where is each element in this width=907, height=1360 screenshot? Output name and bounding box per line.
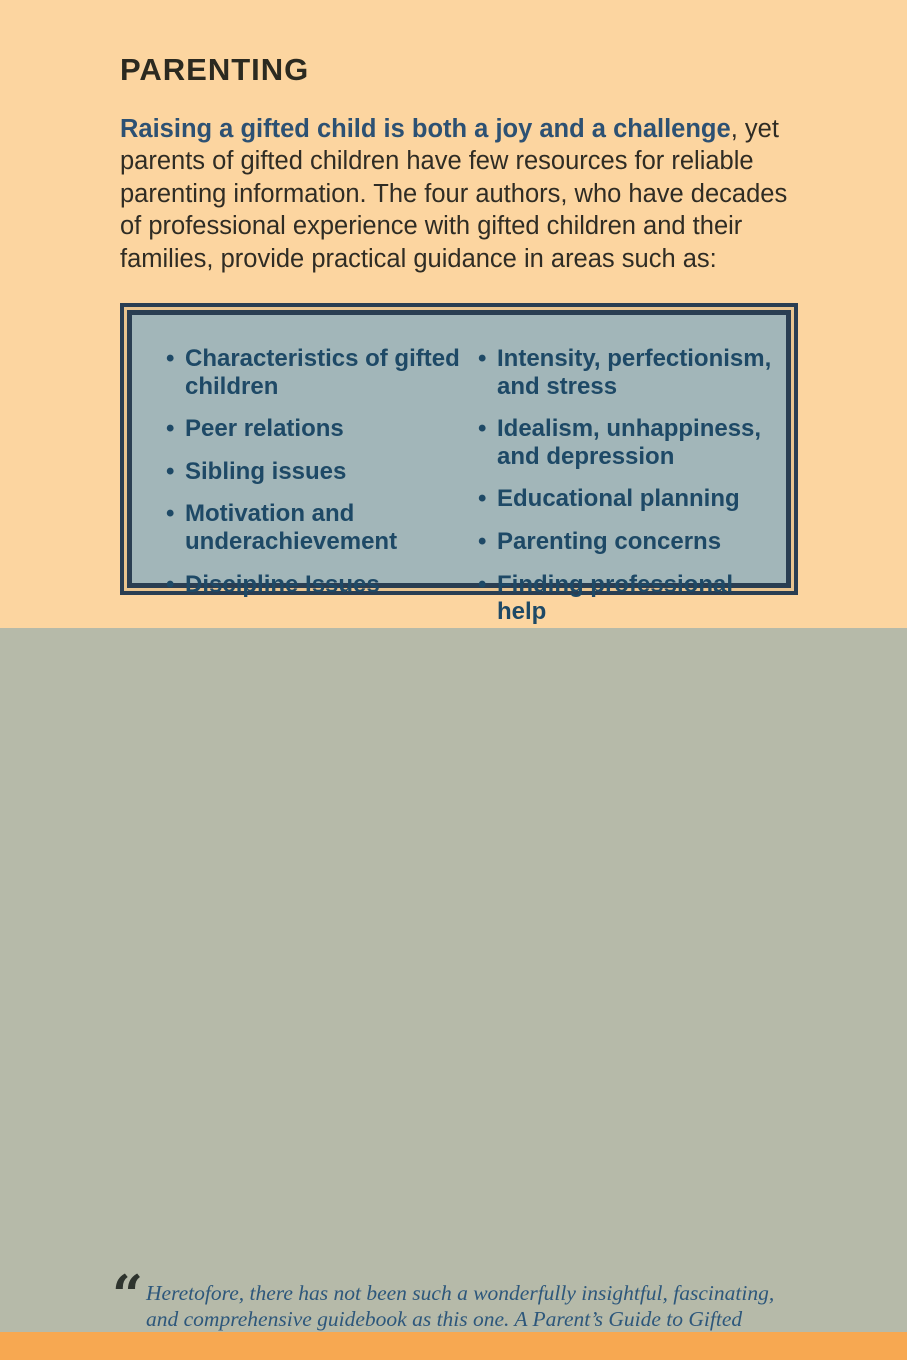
bullet-icon: •: [478, 345, 487, 372]
topic-label: Discipline Issues: [185, 570, 380, 598]
category-label: PARENTING: [120, 52, 310, 87]
bullet-icon: •: [478, 570, 487, 598]
topic-label: Peer relations: [185, 415, 344, 443]
top-section: [0, 0, 907, 628]
topic-item: [166, 345, 466, 400]
topic-label: Characteristics of gifted children: [185, 345, 460, 400]
bullet-icon: •: [166, 457, 175, 485]
topic-item: [478, 528, 778, 556]
intro-paragraph: [120, 113, 796, 275]
topic-label: Parenting concerns: [497, 527, 722, 555]
topic-item: [478, 345, 778, 400]
topic-label: Educational planning: [497, 485, 740, 513]
topics-box: [120, 303, 798, 626]
topic-label: Idealism, unhappiness, and depression: [497, 415, 762, 470]
bullet-icon: •: [166, 345, 175, 372]
topic-item: [478, 571, 778, 626]
open-quote-icon: “: [112, 1263, 139, 1327]
topics-right-column: [478, 345, 778, 641]
bullet-icon: •: [166, 415, 175, 443]
testimonials-section: [0, 628, 907, 1332]
intro-lead-comma: ,: [730, 115, 738, 143]
bullet-icon: •: [478, 527, 487, 555]
topic-item: [166, 571, 466, 599]
bullet-icon: •: [478, 485, 487, 513]
bottom-orange-strip: [0, 1332, 907, 1360]
intro-body: yet parents of gifted children have few resources for reliable parenting information. The four authors, who have decades of professional experience with gifted children and their families, provide practical guidance in areas such as:: [120, 115, 788, 273]
quote-part-1: Heretofore, there has not been such a wonderfully insightful, fascinating, and comprehensive guidebook as this one.: [146, 1281, 775, 1332]
bullet-icon: •: [166, 500, 175, 528]
topic-item: [478, 415, 778, 470]
book-title: A Parent’s Guide to Gifted: [514, 1307, 743, 1332]
topic-label: Finding professional help: [497, 570, 734, 626]
topic-label: Motivation and underachievement: [185, 500, 398, 555]
topic-item: [166, 458, 466, 486]
topics-box-inner: [127, 310, 791, 626]
bullet-icon: •: [166, 570, 175, 598]
bullet-icon: •: [478, 415, 487, 443]
intro-lead: Raising a gifted child is both a joy and a challenge: [120, 115, 731, 143]
topic-label: Sibling issues: [185, 457, 347, 485]
topic-item: [478, 485, 778, 513]
topic-item: [166, 415, 466, 443]
topics-left-column: [166, 345, 466, 641]
topic-label: Intensity, perfectionism, and stress: [497, 345, 772, 400]
topic-item: [166, 500, 466, 555]
